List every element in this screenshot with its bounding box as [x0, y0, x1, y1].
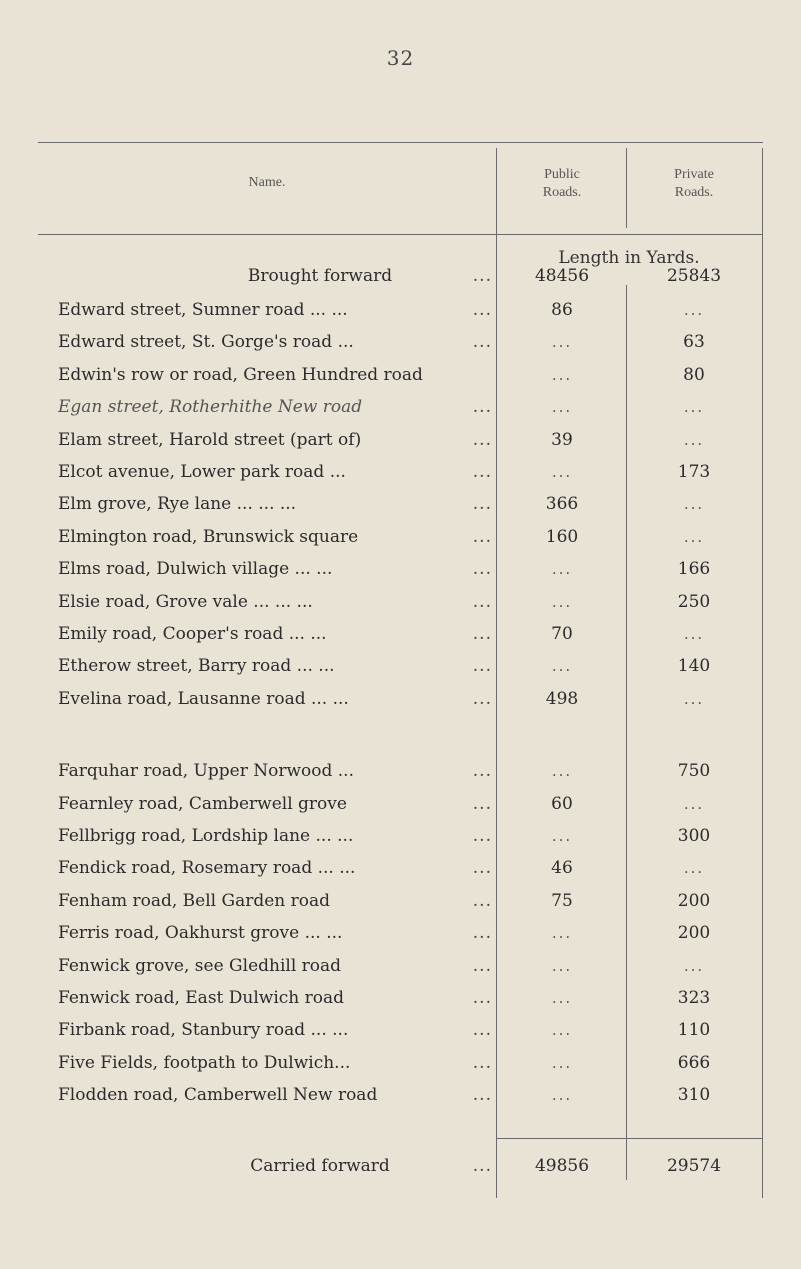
table-row	[0, 683, 801, 715]
public-roads-value: ...	[551, 827, 573, 845]
road-name: Flodden road, Camberwell New road	[58, 1085, 378, 1106]
column-divider-public-private	[626, 148, 627, 228]
private-roads-value: 140	[677, 656, 711, 677]
public-roads-value: ...	[551, 657, 573, 676]
table-row	[0, 950, 801, 982]
leader-dots: ...	[472, 397, 492, 418]
private-roads-value: 323	[677, 988, 711, 1008]
brought-forward-label: Brought forward	[247, 266, 393, 286]
public-roads-value: 498	[545, 688, 579, 709]
leader-dots: ...	[472, 1085, 492, 1106]
private-roads-value: 200	[677, 923, 711, 944]
table-row	[0, 391, 801, 423]
private-roads-value: 110	[677, 1020, 711, 1041]
private-roads-header-line1: Private	[674, 167, 714, 182]
public-roads-value: ...	[551, 398, 573, 417]
table-row	[0, 359, 801, 391]
name-column-header: Name.	[248, 175, 286, 190]
road-name: Elm grove, Rye lane ... ... ...	[58, 494, 297, 515]
private-roads-value: 173	[677, 462, 711, 482]
leader-dots: ...	[472, 656, 492, 677]
table-row	[0, 852, 801, 884]
private-roads-value: ...	[683, 625, 705, 643]
table-row	[0, 755, 801, 787]
public-roads-value: ...	[551, 560, 573, 579]
table-row	[0, 1079, 801, 1111]
public-roads-column-header	[498, 166, 626, 202]
road-name: Fellbrigg road, Lordship lane ... ...	[58, 826, 354, 846]
public-roads-value: 160	[545, 526, 579, 547]
road-name: Elsie road, Grove vale ... ... ...	[58, 591, 313, 612]
private-roads-value: 250	[677, 591, 711, 612]
table-top-rule	[38, 142, 763, 143]
private-roads-value: ...	[683, 794, 705, 813]
private-roads-value: 80	[683, 364, 705, 385]
road-name: Fendick road, Rosemary road ... ...	[58, 858, 356, 879]
road-name: Edward street, Sumner road ... ...	[58, 300, 348, 320]
road-name: Elmington road, Brunswick square	[58, 526, 359, 547]
private-roads-value: 166	[677, 559, 711, 580]
road-name: Fearnley road, Camberwell grove	[58, 793, 347, 814]
road-name: Farquhar road, Upper Norwood ...	[58, 761, 354, 782]
private-roads-value: ...	[683, 495, 705, 514]
public-roads-value: ...	[551, 1086, 573, 1105]
road-name: Elcot avenue, Lower park road ...	[58, 462, 346, 482]
table-row	[0, 586, 801, 618]
leader-dots: ...	[472, 429, 492, 450]
brought-forward-private: 25843	[666, 266, 722, 286]
road-name: Evelina road, Lausanne road ... ...	[58, 688, 349, 709]
private-roads-value: 63	[683, 332, 705, 353]
private-roads-value: 666	[677, 1052, 711, 1073]
road-name: Elms road, Dulwich village ... ...	[58, 559, 333, 580]
leader-dots: ...	[472, 624, 492, 644]
totals-rule	[496, 1138, 762, 1139]
private-roads-value: ...	[683, 430, 705, 449]
leader-dots: ...	[472, 1020, 492, 1041]
table-row	[0, 982, 801, 1014]
leader-dots: ...	[472, 332, 492, 353]
leader-dots: ...	[472, 462, 492, 482]
private-roads-header-line2: Roads.	[674, 185, 714, 200]
public-roads-value: 39	[551, 429, 573, 450]
private-roads-value: ...	[683, 956, 705, 975]
road-name: Ferris road, Oakhurst grove ... ...	[58, 923, 343, 944]
table-row	[0, 788, 801, 820]
leader-dots: ...	[472, 761, 492, 782]
leader-dots: ...	[472, 494, 492, 515]
leader-dots: ...	[472, 300, 492, 320]
road-name: Five Fields, footpath to Dulwich...	[58, 1052, 351, 1073]
leader-dots: ...	[472, 688, 492, 709]
public-roads-header-line2: Roads.	[542, 185, 582, 200]
private-roads-value: 750	[677, 761, 711, 782]
leader-dots: ...	[472, 1156, 492, 1176]
table-row	[0, 618, 801, 650]
private-roads-value: 200	[677, 890, 711, 911]
leader-dots: ...	[472, 1052, 492, 1073]
units-label: Length in Yards.	[558, 248, 700, 268]
leader-dots: ...	[472, 526, 492, 547]
public-roads-value: ...	[551, 762, 573, 781]
road-name: Emily road, Cooper's road ... ...	[58, 624, 327, 644]
public-roads-value: ...	[551, 592, 573, 611]
road-name: Elam street, Harold street (part of)	[58, 429, 362, 450]
road-name: Egan street, Rotherhithe New road	[58, 397, 363, 418]
carried-forward-label: Carried forward	[250, 1156, 390, 1176]
public-roads-value: ...	[551, 333, 573, 352]
road-name: Edward street, St. Gorge's road ...	[58, 332, 354, 353]
public-roads-value: ...	[551, 989, 573, 1007]
table-row	[0, 553, 801, 585]
leader-dots: ...	[472, 591, 492, 612]
public-roads-value: 366	[545, 494, 579, 515]
table-row	[0, 521, 801, 553]
public-roads-value: 46	[551, 858, 573, 879]
public-roads-value: ...	[551, 956, 573, 975]
road-name: Edwin's row or road, Green Hundred road	[58, 364, 423, 385]
table-row	[0, 294, 801, 326]
header-bottom-rule	[38, 234, 763, 235]
leader-dots: ...	[472, 955, 492, 976]
private-roads-value: 310	[677, 1085, 711, 1106]
table-row	[0, 820, 801, 852]
leader-dots: ...	[472, 793, 492, 814]
public-roads-header-line1: Public	[544, 167, 580, 182]
public-roads-value: 75	[551, 890, 573, 911]
road-name: Fenham road, Bell Garden road	[58, 890, 331, 911]
leader-dots: ...	[472, 988, 492, 1008]
page-number: 32	[386, 46, 415, 70]
public-roads-value: ...	[551, 1053, 573, 1072]
table-row	[0, 488, 801, 520]
road-name: Etherow street, Barry road ... ...	[58, 656, 335, 677]
table-row	[0, 456, 801, 488]
road-name: Fenwick grove, see Gledhill road	[58, 955, 342, 976]
leader-dots: ...	[472, 266, 492, 286]
carried-forward-public: 49856	[534, 1156, 590, 1176]
private-roads-value: ...	[683, 527, 705, 546]
table-row	[0, 326, 801, 358]
public-roads-value: ...	[551, 924, 573, 943]
private-roads-column-header	[628, 166, 760, 202]
leader-dots: ...	[472, 890, 492, 911]
table-row	[0, 885, 801, 917]
table-row	[0, 917, 801, 949]
leader-dots: ...	[472, 559, 492, 580]
public-roads-value: ...	[551, 365, 573, 384]
carried-forward-row	[0, 1150, 801, 1182]
road-name: Fenwick road, East Dulwich road	[58, 988, 345, 1008]
table-row	[0, 1014, 801, 1046]
table-row	[0, 1047, 801, 1079]
brought-forward-row	[0, 260, 801, 292]
private-roads-value: ...	[683, 398, 705, 417]
public-roads-value: ...	[551, 463, 573, 481]
table-row	[0, 650, 801, 682]
private-roads-value: ...	[683, 301, 705, 319]
public-roads-value: 70	[551, 624, 573, 644]
road-name: Firbank road, Stanbury road ... ...	[58, 1020, 349, 1041]
private-roads-value: ...	[683, 859, 705, 878]
private-roads-value: 300	[677, 826, 711, 846]
table-row	[0, 424, 801, 456]
public-roads-value: 86	[551, 300, 573, 320]
public-roads-value: 60	[551, 793, 573, 814]
private-roads-value: ...	[683, 689, 705, 708]
leader-dots: ...	[472, 923, 492, 944]
public-roads-value: ...	[551, 1021, 573, 1040]
brought-forward-public: 48456	[534, 266, 590, 286]
carried-forward-private: 29574	[666, 1156, 722, 1176]
leader-dots: ...	[472, 858, 492, 879]
leader-dots: ...	[472, 826, 492, 846]
